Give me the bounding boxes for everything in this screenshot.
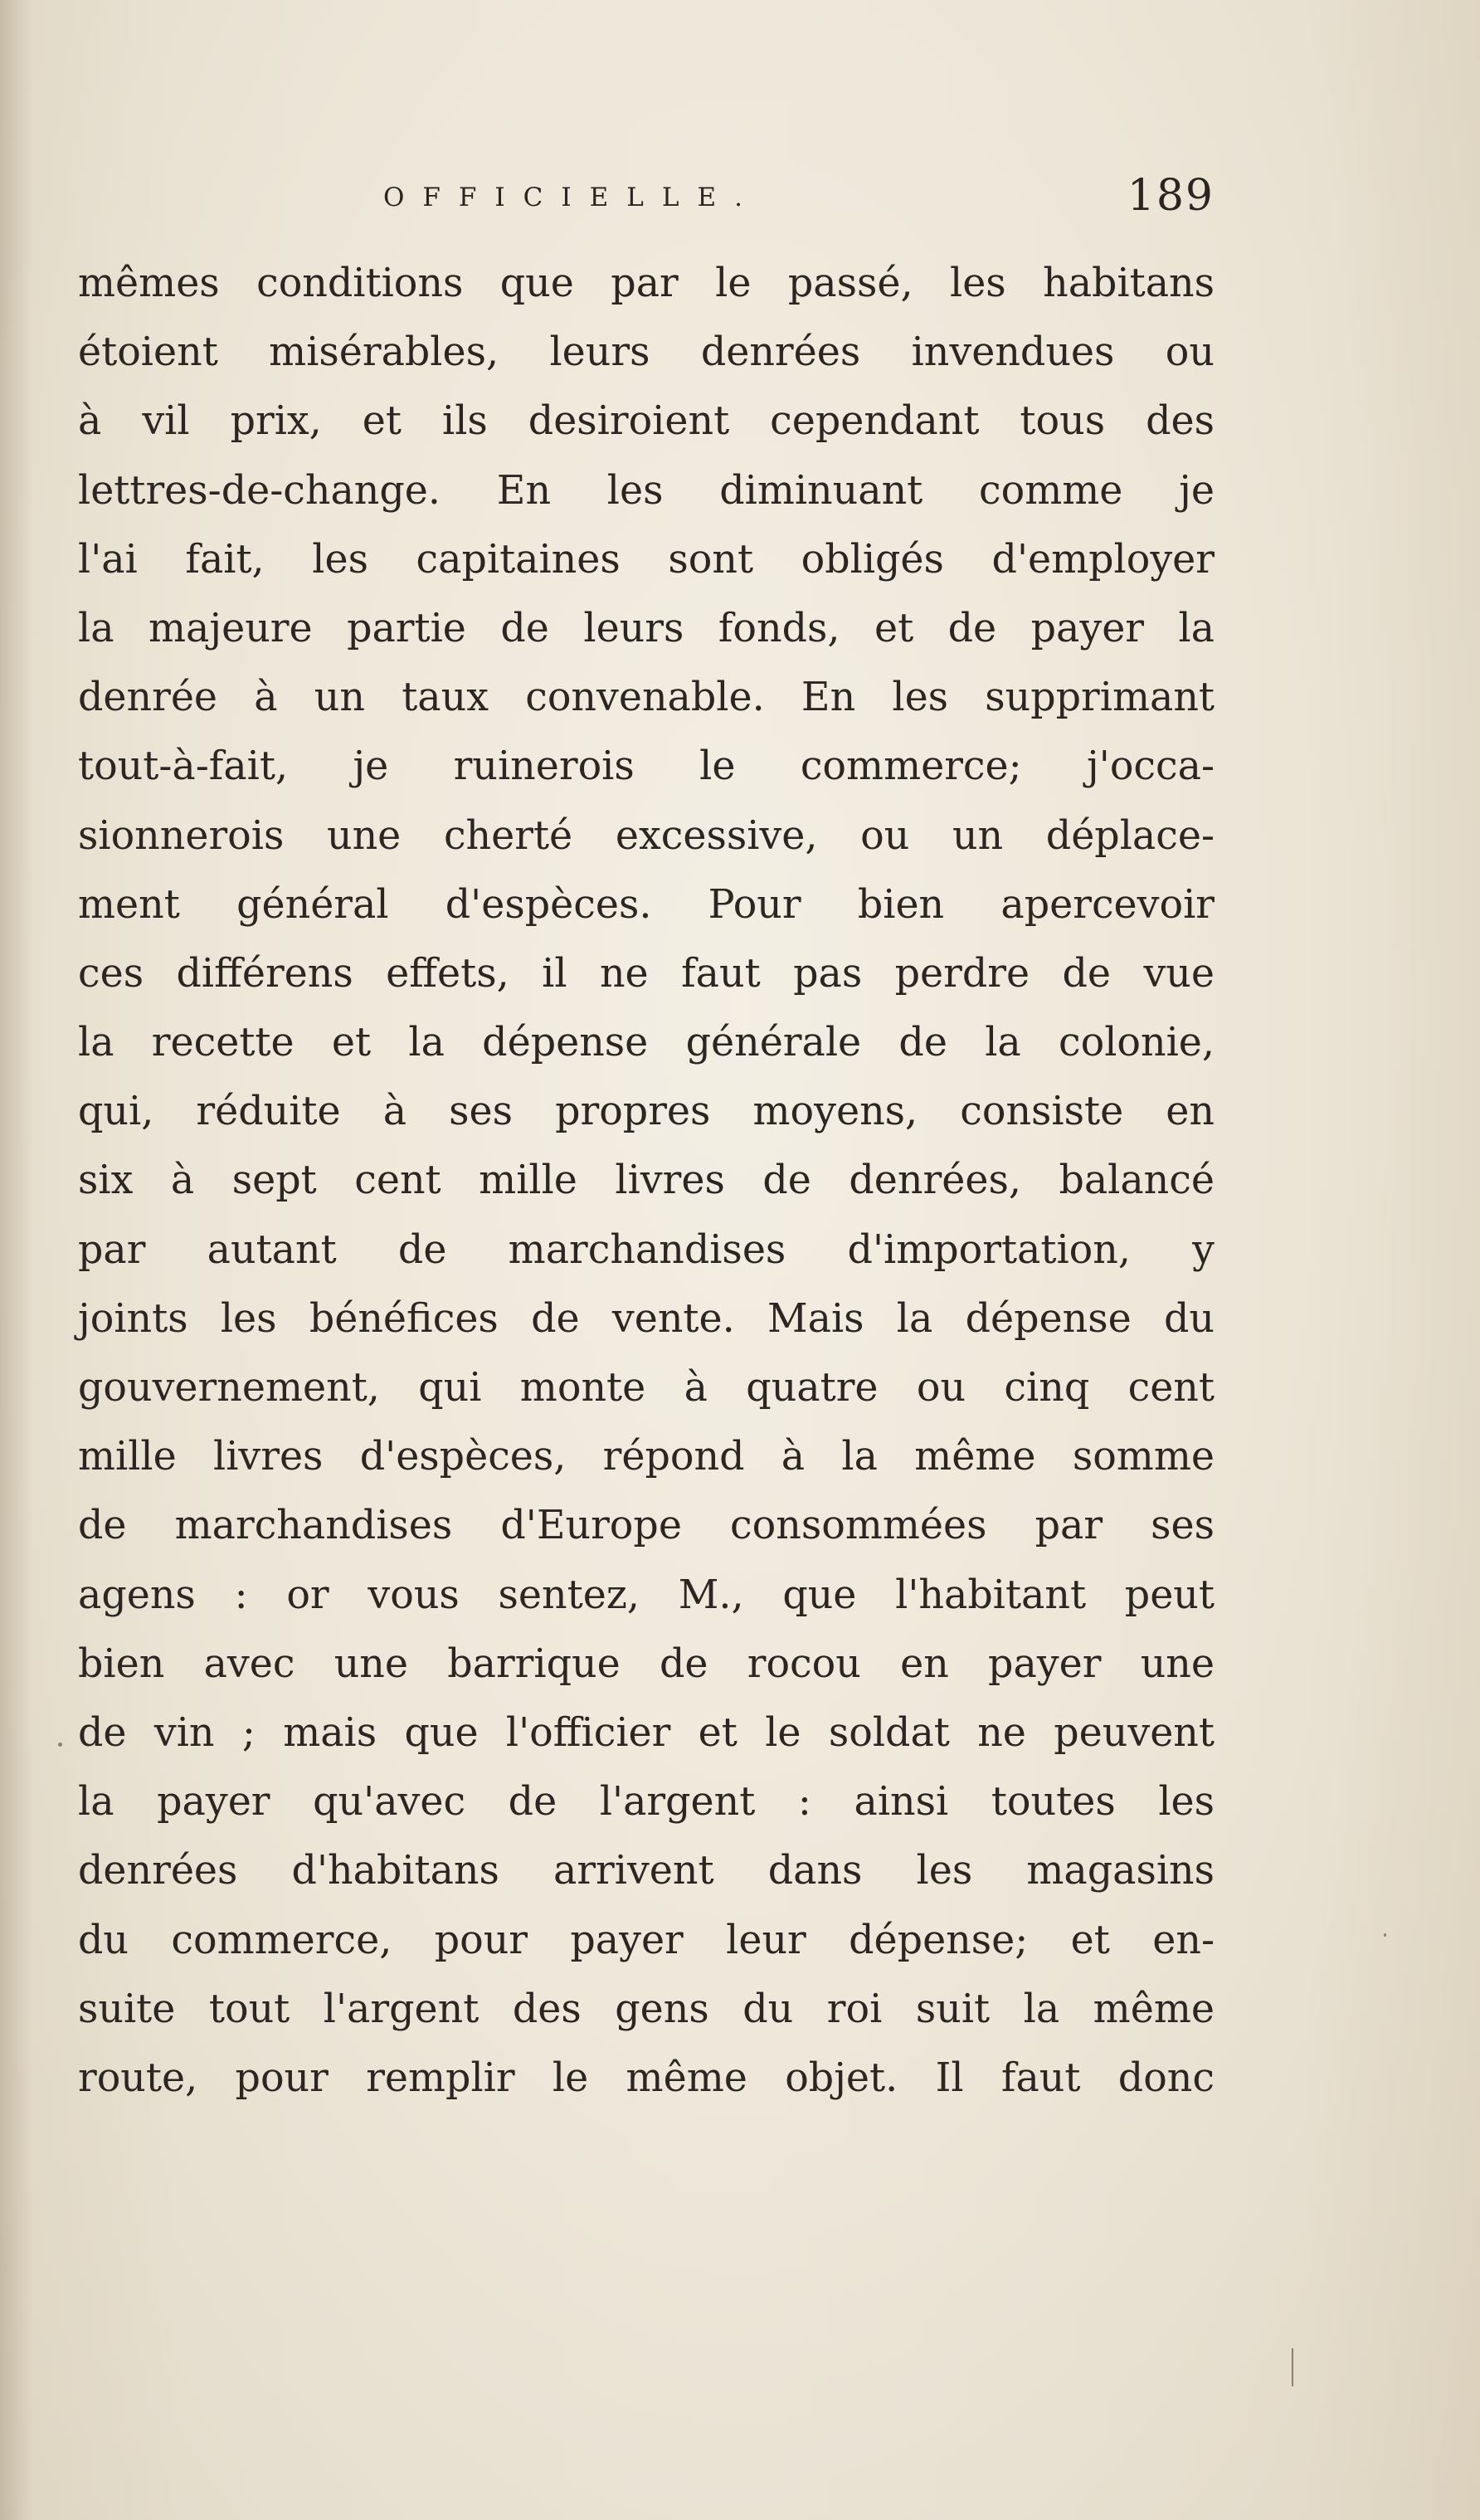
paper-mark — [1292, 2348, 1293, 2386]
page-header — [78, 171, 1215, 229]
text-line: bien avec une barrique de rocou en payer une — [78, 1640, 1215, 1687]
text-line: l'ai fait, les capitaines sont obligés d'employer — [78, 536, 1215, 582]
text-line: étoient misérables, leurs denrées invendues ou — [78, 329, 1215, 376]
text-line: qui, réduite à ses propres moyens, consiste en — [78, 1089, 1215, 1135]
text-line: agens : or vous sentez, M., que l'habitant peut — [78, 1572, 1215, 1618]
page-gutter-shadow — [0, 0, 33, 2520]
text-line: la majeure partie de leurs fonds, et de payer la — [78, 605, 1215, 651]
paper-speck — [58, 1743, 62, 1747]
text-line: mêmes conditions que par le passé, les habitans — [78, 261, 1215, 306]
paper-speck — [1384, 1933, 1386, 1937]
text-line: denrée à un taux convenable. En les supprimant — [78, 675, 1215, 721]
text-line: tout-à-fait, je ruinerois le commerce; j'occa- — [78, 743, 1215, 790]
text-line: suite tout l'argent des gens du roi suit la même — [78, 1986, 1215, 2032]
text-line: la recette et la dépense générale de la colonie, — [78, 1020, 1215, 1066]
text-line: de marchandises d'Europe consommées par ses — [78, 1503, 1215, 1549]
text-line: ment général d'espèces. Pour bien apercevoir — [78, 881, 1215, 928]
body-text — [78, 249, 1215, 2113]
text-line: de vin ; mais que l'officier et le soldat ne peuvent — [78, 1709, 1215, 1756]
text-line: gouvernement, qui monte à quatre ou cinq cent — [78, 1365, 1215, 1411]
text-line: par autant de marchandises d'importation, y — [78, 1226, 1215, 1273]
running-head: OFFICIELLE. — [383, 183, 761, 212]
text-line: ces différens effets, il ne faut pas perdre de vue — [78, 950, 1215, 997]
text-line: joints les bénéfices de vente. Mais la dépense du — [78, 1295, 1215, 1342]
text-line: route, pour remplir le même objet. Il faut donc — [78, 2055, 1215, 2101]
text-line: six à sept cent mille livres de denrées, balancé — [78, 1158, 1215, 1204]
text-line: mille livres d'espèces, répond à la même somme — [78, 1434, 1215, 1480]
text-line: du commerce, pour payer leur dépense; et en- — [78, 1917, 1215, 1963]
page-number: 189 — [1127, 171, 1215, 221]
text-line: à vil prix, et ils desiroient cependant tous des — [78, 398, 1215, 445]
text-line: sionnerois une cherté excessive, ou un déplace- — [78, 812, 1215, 859]
text-line: la payer qu'avec de l'argent : ainsi toutes les — [78, 1779, 1215, 1825]
text-line: lettres-de-change. En les diminuant comme je — [78, 467, 1215, 514]
text-line: denrées d'habitans arrivent dans les magasins — [78, 1848, 1215, 1894]
